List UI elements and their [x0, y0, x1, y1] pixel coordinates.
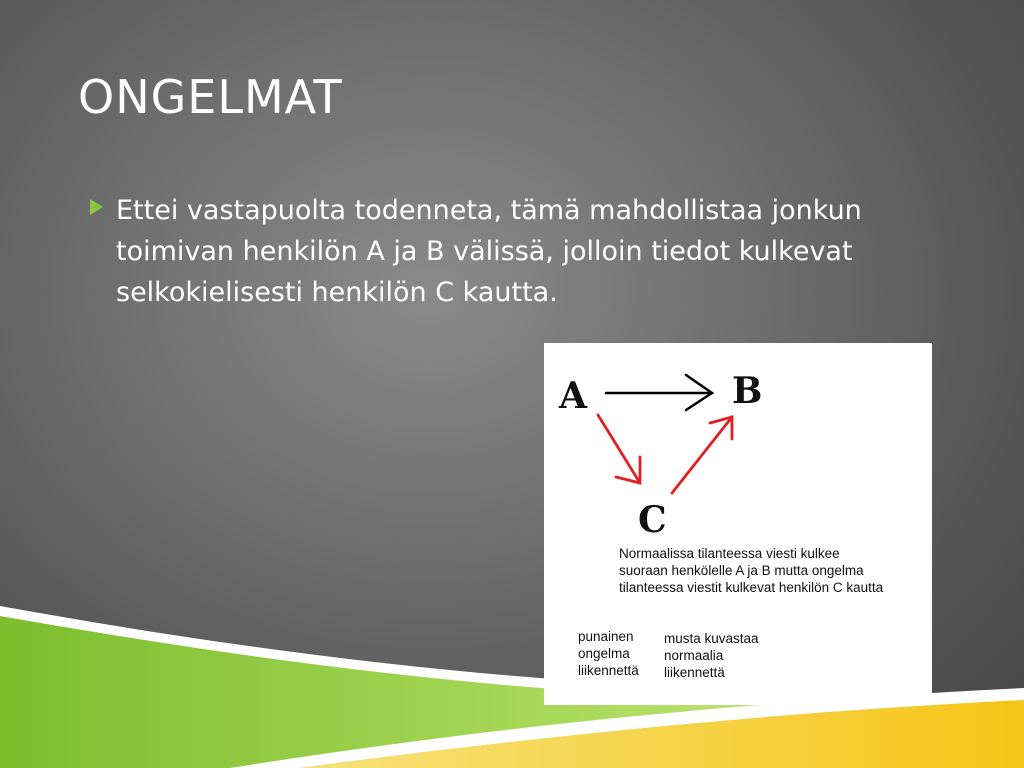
caption-line: Normaalissa tilanteessa viesti kulkee — [619, 546, 840, 561]
caption-line: tilanteessa viestit kulkevat henkilön C kautta — [619, 580, 884, 595]
caption-line: suoraan henkölelle A ja B mutta ongelma — [619, 563, 864, 578]
legend-red-line: punainen — [578, 629, 634, 644]
legend-red-line: liikennettä — [578, 663, 639, 678]
legend-black-line: normaalia — [664, 648, 724, 663]
bullet-text: Ettei vastapuolta todenneta, tämä mahdollistaa jonkun toimivan henkilön A ja B välissä, jolloin tiedot kulkevat selkokielisesti henkilön C kautta. — [116, 195, 862, 308]
red-arrow-c-to-b — [672, 417, 732, 493]
node-b-label: B — [732, 370, 763, 412]
node-a-label: A — [559, 375, 587, 417]
red-arrow-a-to-c — [598, 415, 640, 483]
legend-red-line: ongelma — [578, 646, 630, 661]
legend-black — [664, 630, 759, 681]
legend-black-line: liikennettä — [664, 665, 725, 680]
node-c-label: C — [638, 499, 667, 541]
slide-title: ONGELMAT — [78, 70, 343, 124]
diagram-caption — [619, 545, 934, 596]
black-arrow-a-to-b — [606, 375, 712, 410]
legend-red — [578, 628, 639, 679]
legend-black-line: musta kuvastaa — [664, 631, 759, 646]
diagram-image — [544, 343, 932, 705]
